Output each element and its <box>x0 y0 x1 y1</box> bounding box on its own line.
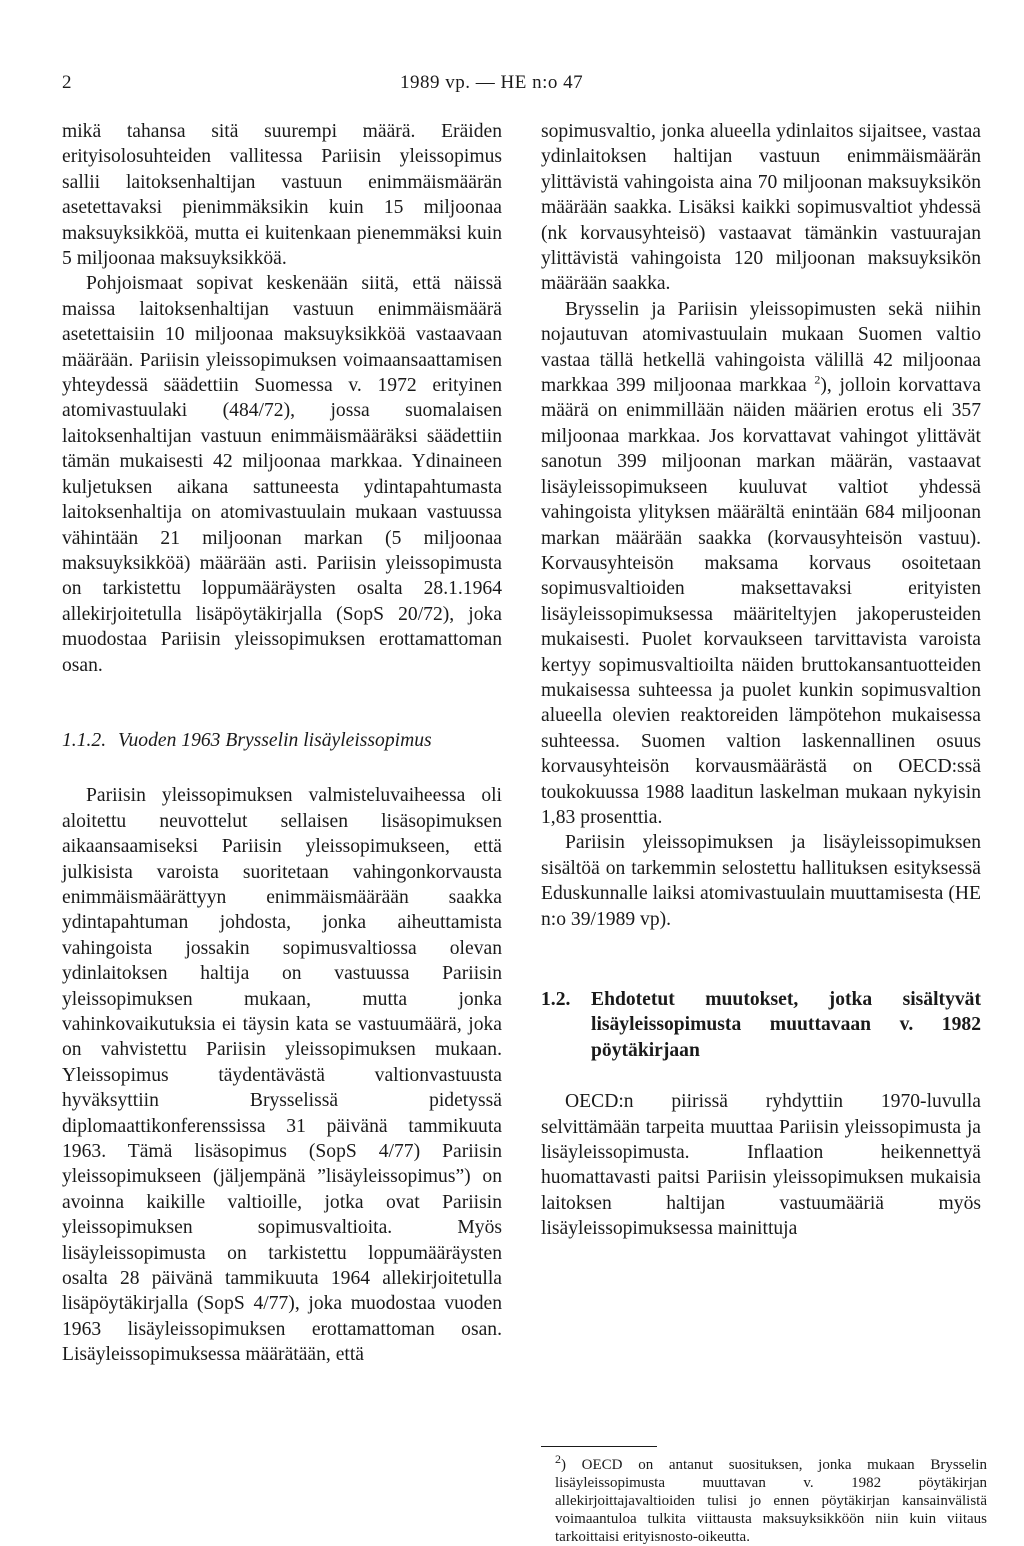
section-heading-1-1-2 <box>62 728 502 753</box>
left-paragraph-2: Pohjoismaat sopivat keskenään siitä, että näissä maissa laitoksenhaltijan vastuun enimmäismäärä asetettaisiin 10 miljoonaa maksuyksikköä vastaavaan määrään. Pariisin yleissopimuksen voimaansaattamisen yhteydessä säädettiin Suomessa v. 1972 erityinen atomivastuulaki (484/72), jossa suomalaisen laitoksenhaltijan vastuun enimmäismääräksi säädettiin tämän mukaisesti 42 miljoonaa markkaa. Ydinaineen kuljetuksen aikana sattuneesta ydintapahtumasta laitoksenhaltija on atomivastuulain mukaan vastuussa vähintään 21 miljoonan markan (5 miljoonaa maksuyksikköä) määrään asti. Pariisin yleissopimusta on tarkistettu loppumääräysten osalta 28.1.1964 allekirjoitetulla lisäpöytäkirjalla (SopS 20/72), joka muodostaa Pariisin yleissopimuksen erottamattoman osan. <box>62 273 502 676</box>
right-column <box>541 119 981 1242</box>
footnote <box>555 1452 987 1546</box>
section-number: 1.1.2. <box>62 729 107 751</box>
page-number: 2 <box>62 72 72 93</box>
footnote-marker: 2 <box>555 1452 561 1466</box>
running-head: 1989 vp. — HE n:o 47 <box>400 72 584 93</box>
section-heading-1-2 <box>541 987 981 1063</box>
left-paragraph-1: mikä tahansa sitä suurempi määrä. Eräiden erityisolosuhteiden vallitessa Pariisin yleissopimus sallii laitoksenhaltijan vastuun enimmäismäärän asetettavaksi pienimmäksikin kuin 15 miljoonaa maksuyksikköä, mutta ei kuitenkaan pienemmäksi kuin 5 miljoonaa maksuyksikköä. <box>62 121 502 270</box>
paragraph-text: ), jolloin korvattava määrä on enimmillään näiden määrien erotus eli 357 miljoonaa markkaa. Jos korvattavat vahingot ylittävät sanotun 399 miljoonan markan määrän, vastaavat lisäyleissopimukseen kuuluvat valtiot yhdessä vahingoista ylityksen määrältä enintään 684 miljoonan markan määrään saakka (korvausyhteisön vastuu). Korvausyhteisön maksama korvaus osoitetaan sopimusvaltioiden maksettavaksi erityisten lisäyleissopimuksessa määriteltyjen jakoperusteiden mukaisesti. Puolet korvaukseen tarvittavista varoista kertyy sopimusvaltioilta näiden bruttokansantuotteiden mukaisessa suhteessa ja puolet kunkin sopimusvaltion alueella olevien reaktoreiden lämpötehon mukaisessa suhteessa. Suomen valtion laskennallinen osuus korvausyhteisön korvausmäärästä on OECD:ssä toukokuussa 1988 laaditun laskelman mukaan nykyisin 1,83 prosenttia. <box>541 375 981 828</box>
paragraph-text: Brysselin ja Pariisin yleissopimusten sekä niihin nojautuvan atomivastuulain mukaan Suomen valtio vastaa tällä hetkellä vahingoista välillä 42 miljoonaa markkaa 399 miljoonaa markkaa <box>541 298 981 397</box>
footnote-text: ) OECD on antanut suosituksen, jonka mukaan Brysselin lisäyleissopimusta muuttavan v. 1982 pöytäkirjan allekirjoittajavaltioiden tulisi jo ennen pöytäkirjan kansainvälistä voimaantuloa tulkita viittausta maksuyksikköön niin kuin viitaus tarkoittaisi erityisnosto-oikeutta. <box>555 1457 987 1545</box>
footnote-reference: 2 <box>814 372 821 387</box>
section-title: Ehdotetut muutokset, jotka sisältyvät lisäyleissopimusta muuttavaan v. 1982 pöytäkirjaan <box>591 989 981 1061</box>
section-title: Vuoden 1963 Brysselin lisäyleissopimus <box>118 729 432 751</box>
left-column <box>62 119 502 1368</box>
footnote-divider <box>541 1446 657 1447</box>
right-paragraph-3: Pariisin yleissopimuksen ja lisäyleissopimuksen sisältöä on tarkemmin selostettu hallituksen esityksessä Eduskunnalle laiksi atomivastuulain muuttamisesta (HE n:o 39/1989 vp). <box>541 832 981 930</box>
section-number: 1.2. <box>541 989 571 1010</box>
right-paragraph-1: sopimusvaltio, jonka alueella ydinlaitos sijaitsee, vastaa ydinlaitoksen haltijan vastuun enimmäismäärän ylittävistä vahingoista aina 70 miljoonan maksuyksikön määrään saakka. Lisäksi kaikki sopimusvaltiot yhdessä (nk korvausyhteisö) vastaavat tämänkin vastuurajan ylittävistä vahingoista 120 miljoonan maksuyksikön määrään saakka. <box>541 121 981 295</box>
left-paragraph-3: Pariisin yleissopimuksen valmisteluvaiheessa oli aloitettu neuvottelut sellaisen lisäsopimuksen aikaansaamiseksi Pariisin yleissopimukseen, että julkisista varoista suoritetaan vahingonkorvausta enimmäismäärättyyn enimmäismäärään saakka ydintapahtuman johdosta, jonka aiheuttamista vahingoista jossakin sopimusvaltiossa olevan ydinlaitoksen haltija on vastuussa Pariisin yleissopimuksen mukaan, mutta jonka vahinkovaikutuksia ei täysin kata se vastuumäärä, joka on vahvistettu Pariisin yleissopimuksen mukaan. Yleissopimus täydentävästä valtionvastuusta hyväksyttiin Brysselissä pidetyssä diplomaattikonferenssissa 31 päivänä tammikuuta 1963. Tämä lisäsopimus (SopS 4/77) Pariisin yleissopimukseen (jäljempänä ”lisäyleissopimus”) on avoinna kaikille valtioille, jotka ovat Pariisin yleissopimuksen sopimusvaltioita. Myös lisäyleissopimusta on tarkistettu loppumääräysten osalta 28 päivänä tammikuuta 1964 allekirjoitetulla lisäpöytäkirjalla (SopS 4/77), joka muodostaa vuoden 1963 lisäyleissopimuksen erottamattoman osan. Lisäyleissopimuksessa määrätään, että <box>62 785 502 1366</box>
right-paragraph-2 <box>541 297 981 831</box>
right-paragraph-4: OECD:n piirissä ryhdyttiin 1970-luvulla selvittämään tarpeita muuttaa Pariisin yleissopimusta ja lisäyleissopimusta. Inflaation heikennettyä huomattavasti paitsi Pariisin yleissopimuksen mukaisia laitoksen haltijan vastuumääriä myös lisäyleissopimuksessa mainittuja <box>541 1091 981 1240</box>
